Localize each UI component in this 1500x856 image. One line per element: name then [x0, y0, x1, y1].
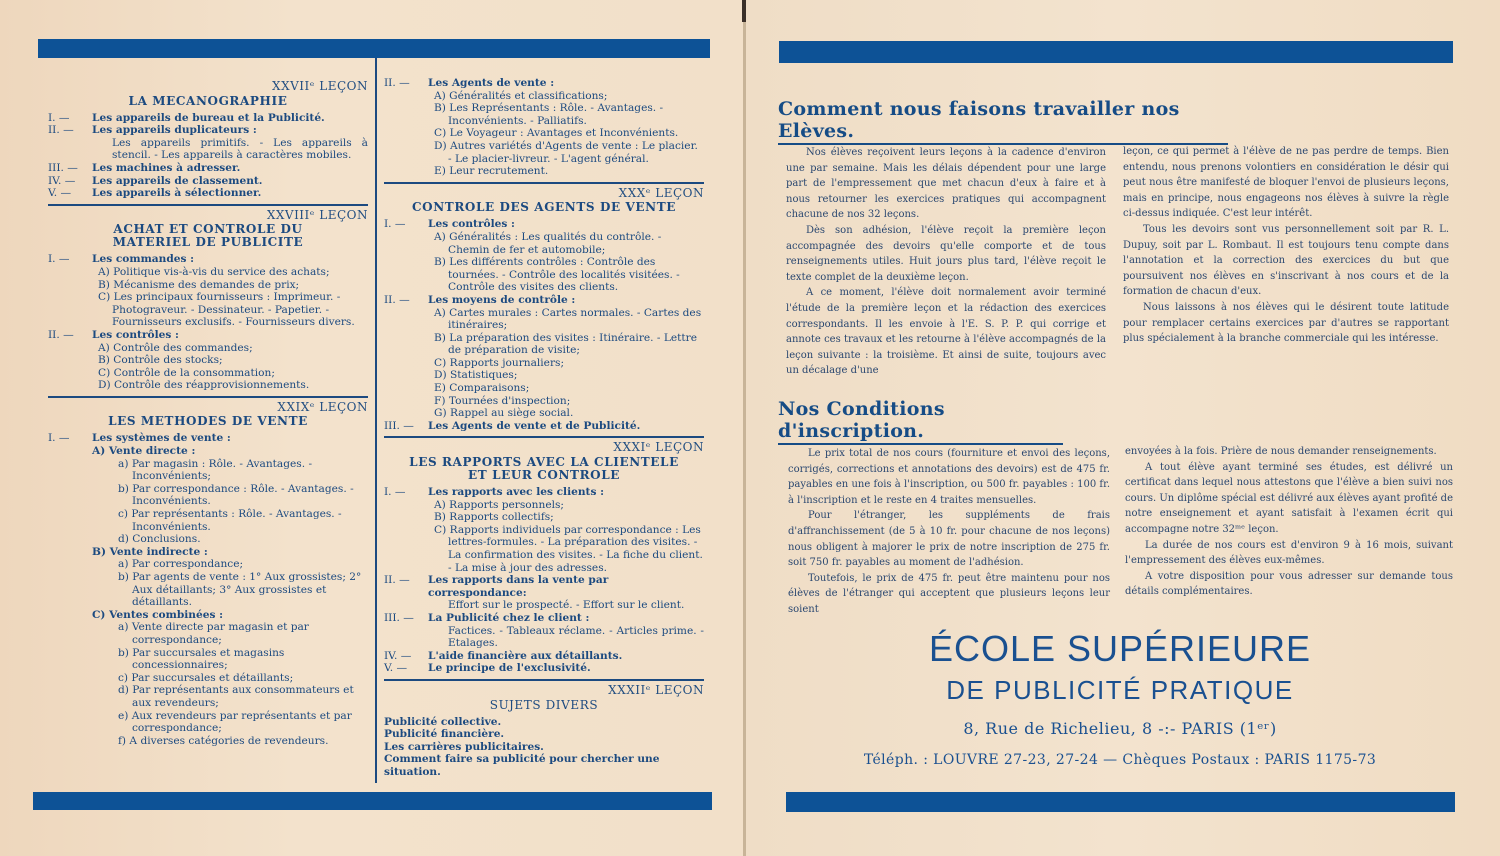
lesson-separator: [48, 396, 368, 398]
list-item: E) Leur recrutement.: [434, 165, 549, 178]
list-item: e) Aux revendeurs par représentants et par correspondance;: [118, 709, 352, 735]
list-item: f) A diverses catégories de revendeurs.: [118, 734, 329, 747]
section: IV. — Les appareils de classement.: [48, 174, 263, 187]
list-item: b) Par agents de vente : 1° Aux grossistes; 2° Aux détaillants; 3° Aux grossistes et détaillants.: [118, 571, 362, 609]
group-label: B) Vente indirecte :: [92, 545, 208, 558]
group-label: C) Ventes combinées :: [92, 608, 224, 621]
top-band-right: [779, 41, 1453, 63]
school-name-line-1: ÉCOLE SUPÉRIEURE: [928, 628, 1312, 669]
list-item: G) Rappel au siège social.: [434, 407, 574, 420]
paragraph: Tous les devoirs sont vus personnellement soit par R. L. Dupuy, soit par L. Rombaut. Il est toujours tenu compte dans l'annotation et la correction des exercices du but que poursuivent nos élèves en s'inscrivant à nos cours et de la formation de chacun d'eux.: [1123, 223, 1449, 298]
lesson-title: SUJETS DIVERS: [489, 697, 599, 712]
list-item: a) Vente directe par magasin et par correspondance;: [118, 621, 309, 646]
section: III. — La Publicité chez le client :: [384, 611, 590, 624]
list-item: A) Rapports personnels;: [434, 498, 564, 511]
list-item: B) Rapports collectifs;: [434, 511, 554, 524]
syllabus-column-1: [48, 78, 368, 747]
list-item: d) Conclusions.: [118, 533, 201, 546]
list-item: A) Généralités et classifications;: [434, 89, 608, 102]
school-contact: Téléph. : LOUVRE 27-23, 27-24 — Chèques Postaux : PARIS 1175-73: [863, 752, 1377, 768]
lesson-title: LES METHODES DE VENTE: [108, 414, 308, 429]
lesson-number: XXXIᵉ LEÇON: [613, 440, 704, 455]
paragraph: A ce moment, l'élève doit normalement avoir terminé l'étude de la première leçon et la rédaction des exercices correspondants. Il les envoie à l'E. S. P. P. qui corrige et annote ces travaux et les retourne à l'élève accompagnés de la leçon suivante : la troisième. Et ainsi de suite, toujours avec un décalage d'une: [786, 287, 1106, 377]
paragraph: Pour l'étranger, les suppléments de frais d'affranchissement (de 5 à 10 fr. pour chacune de nos leçons) nous obligent à majorer le prix de notre inscription de 275 fr. soit 750 fr. payables au moment de l'adhésion.: [788, 510, 1110, 569]
bottom-band-left: [33, 792, 712, 810]
list-item: C) Rapports journaliers;: [434, 356, 565, 369]
section-detail: Factices. - Tableaux réclame. - Articles prime. - Etalages.: [448, 624, 704, 650]
lesson-number: XXXᵉ LEÇON: [618, 185, 704, 200]
conditions-text-column-2: [1125, 444, 1453, 600]
list-item: C) Les principaux fournisseurs : Imprimeur. - Photograveur. - Dessinateur. - Papetier. - Fournisseurs exclusifs. - Fournisseurs divers.: [98, 291, 355, 329]
list-item: a) Par magasin : Rôle. - Avantages. - Inconvénients;: [118, 457, 313, 483]
section: II. — Les contrôles :: [48, 328, 179, 341]
lesson-32: [384, 684, 704, 779]
topic-line: Les carrières publicitaires.: [384, 740, 544, 753]
paragraph: Toutefois, le prix de 475 fr. peut être maintenu pour nos élèves de l'étranger qui acceptent que plusieurs leçons leur soient: [788, 572, 1110, 615]
list-item: A) Contrôle des commandes;: [98, 341, 253, 354]
section: I. — Les rapports avec les clients :: [384, 486, 605, 499]
list-item: c) Par représentants : Rôle. - Avantages. - Inconvénients.: [118, 508, 342, 533]
conditions-text-column-1: [788, 446, 1110, 618]
list-item: D) Statistiques;: [434, 369, 518, 382]
topic-line: Publicité collective.: [384, 715, 502, 728]
column-divider: [375, 58, 377, 783]
section: V. — Les appareils à sélectionner.: [48, 187, 262, 200]
lesson-number: XXVIIIᵉ LEÇON: [266, 207, 368, 222]
list-item: c) Par succursales et détaillants;: [118, 671, 294, 684]
paragraph: Le prix total de nos cours (fourniture et envoi des leçons, corrigés, corrections et annotations des devoirs) est de 475 fr. payables en une fois à l'inscription, ou 500 fr. payables : 100 fr. à l'inscription et le reste en 4 traites mensuelles.: [788, 448, 1110, 506]
list-item: A) Politique vis-à-vis du service des achats;: [98, 265, 330, 278]
school-address: 8, Rue de Richelieu, 8 -:- PARIS (1ᵉʳ): [963, 719, 1277, 738]
lesson-28: [48, 209, 368, 392]
section: III. — Les machines à adresser.: [48, 161, 241, 174]
list-item: b) Par succursales et magasins concessionnaires;: [118, 646, 285, 672]
paragraph: A tout élève ayant terminé ses études, est délivré un certificat dans lequel nous attestons que l'élève a bien suivi nos cours. Un diplôme spécial est délivré aux élèves ayant profité de notre enseignement et ayant satisfait à l'examen écrit qui accompagne notre 32ᵐᵉ leçon.: [1125, 461, 1453, 535]
list-item: B) Mécanisme des demandes de prix;: [98, 278, 300, 291]
paragraph: Nous laissons à nos élèves qui le désirent toute latitude pour remplacer certains exercices par d'autres se rapportant plus spécialement à la branche commerciale qui les intéresse.: [1123, 301, 1449, 345]
list-item: D) Autres variétés d'Agents de vente : Le placier. - Le placier-livreur. - L'agent général.: [434, 139, 698, 165]
list-item: B) La préparation des visites : Itinéraire. - Lettre de préparation de visite;: [434, 331, 697, 357]
list-item: B) Les différents contrôles : Contrôle des tournées. - Contrôle des localités visitées. - Contrôle des visites des clients.: [434, 256, 680, 294]
section-detail: Effort sur le prospecté. - Effort sur le client.: [448, 599, 685, 612]
lesson-number: XXVIIᵉ LEÇON: [272, 79, 368, 93]
list-item: a) Par correspondance;: [118, 558, 244, 571]
section: I. — Les commandes :: [48, 253, 195, 266]
list-item: C) Rapports individuels par correspondance : Les lettres-formules. - La préparation des visites. - La confirmation des visites. - La fiche du client. - La mise à jour des adresses.: [434, 523, 703, 574]
staple-mark: [742, 0, 746, 22]
section: II. — Les rapports dans la vente par correspondance:: [384, 574, 609, 599]
lesson-29: [48, 401, 368, 747]
paragraph: Dès son adhésion, l'élève reçoit la première leçon accompagnée des devoirs qu'elle comporte et de tous renseignements utiles. Huit jours plus tard, l'élève reçoit le texte complet de la deuxième leçon.: [786, 224, 1106, 283]
group-label: A) Vente directe :: [92, 445, 196, 458]
enrollment-conditions-heading: Nos Conditions d'inscription.: [778, 398, 1063, 445]
work-text-column-2: [1123, 144, 1449, 347]
paragraph: leçon, ce qui permet à l'élève de ne pas perdre de temps. Bien entendu, nous prenons volontiers en considération le désir qui peut nous être manifesté de bloquer l'envoi de plusieurs leçons, mais en principe, nous engageons nos élèves à suivre la règle ci-dessus indiquée. C'est leur intérêt.: [1123, 146, 1449, 220]
lesson-title: ACHAT ET CONTROLE DU MATERIEL DE PUBLICITE: [112, 222, 304, 250]
lesson-separator: [384, 182, 704, 184]
paragraph: envoyées à la fois. Prière de nous demander renseignements.: [1125, 446, 1437, 457]
lesson-separator: [384, 436, 704, 438]
section: I. — Les appareils de bureau et la Publicité.: [48, 111, 325, 124]
list-item: E) Comparaisons;: [434, 382, 530, 395]
paragraph: A votre disposition pour vous adresser sur demande tous détails complémentaires.: [1125, 570, 1453, 598]
section: IV. — L'aide financière aux détaillants.: [384, 649, 623, 662]
lesson-number: XXIXᵉ LEÇON: [277, 399, 368, 414]
work-method-heading: Comment nous faisons travailler nos Elèves.: [778, 98, 1228, 145]
section: III. — Les Agents de vente et de Publicité.: [384, 419, 641, 432]
lesson-title: LA MECANOGRAPHIE: [128, 93, 288, 108]
section: I. — Les contrôles :: [384, 218, 515, 231]
work-text-column-1: [786, 145, 1106, 379]
list-item: C) Le Voyageur : Avantages et Inconvénients.: [434, 127, 679, 140]
section-detail: Les appareils primitifs. - Les appareils à stencil. - Les appareils à caractères mobiles.: [112, 136, 368, 162]
syllabus-column-2: [384, 77, 704, 779]
section: II. — Les moyens de contrôle :: [384, 293, 576, 306]
list-item: D) Contrôle des réapprovisionnements.: [98, 379, 310, 392]
section: V. — Le principe de l'exclusivité.: [384, 662, 591, 675]
bottom-band-right: [786, 792, 1455, 812]
lesson-separator: [384, 679, 704, 681]
lesson-title: CONTROLE DES AGENTS DE VENTE: [412, 200, 676, 215]
topic-line: Comment faire sa publicité pour chercher une situation.: [384, 753, 660, 778]
list-item: d) Par représentants aux consommateurs et aux revendeurs;: [118, 684, 354, 709]
list-item: B) Contrôle des stocks;: [98, 354, 223, 367]
lesson-title: LES RAPPORTS AVEC LA CLIENTELE ET LEUR CONTROLE: [409, 455, 679, 483]
lesson-30: [384, 187, 704, 433]
section: II. — Les appareils duplicateurs :: [48, 124, 257, 137]
lesson-separator: [48, 204, 368, 206]
section: I. — Les systèmes de vente :: [48, 432, 231, 445]
section: II. — Les Agents de vente :: [384, 77, 555, 89]
lesson-31: [384, 441, 704, 675]
list-item: A) Cartes murales : Cartes normales. - Cartes des itinéraires;: [434, 306, 702, 332]
list-item: C) Contrôle de la consommation;: [98, 366, 275, 379]
lesson-number: XXXIIᵉ LEÇON: [608, 682, 704, 697]
list-item: F) Tournées d'inspection;: [434, 394, 571, 407]
top-band-left: [38, 39, 710, 58]
page-fold: [743, 0, 746, 856]
paragraph: La durée de nos cours est d'environ 9 à 16 mois, suivant l'empressement des élèves eux-mêmes.: [1125, 539, 1453, 567]
list-item: A) Généralités : Les qualités du contrôle. - Chemin de fer et automobile;: [434, 230, 662, 256]
paragraph: Nos élèves reçoivent leurs leçons à la cadence d'environ une par semaine. Mais les délais dépendent pour une large part de l'empressement que met chacun d'eux à faire et à nous retourner les exercices pratiques qui accompagnent chacune de nos 32 leçons.: [786, 147, 1106, 221]
topic-line: Publicité financière.: [384, 728, 505, 741]
list-item: b) Par correspondance : Rôle. - Avantages. - Inconvénients.: [118, 482, 354, 508]
school-name-line-2: DE PUBLICITÉ PRATIQUE: [946, 675, 1294, 705]
lesson-27: [48, 80, 368, 200]
list-item: B) Les Représentants : Rôle. - Avantages. - Inconvénients. - Palliatifs.: [434, 102, 664, 127]
